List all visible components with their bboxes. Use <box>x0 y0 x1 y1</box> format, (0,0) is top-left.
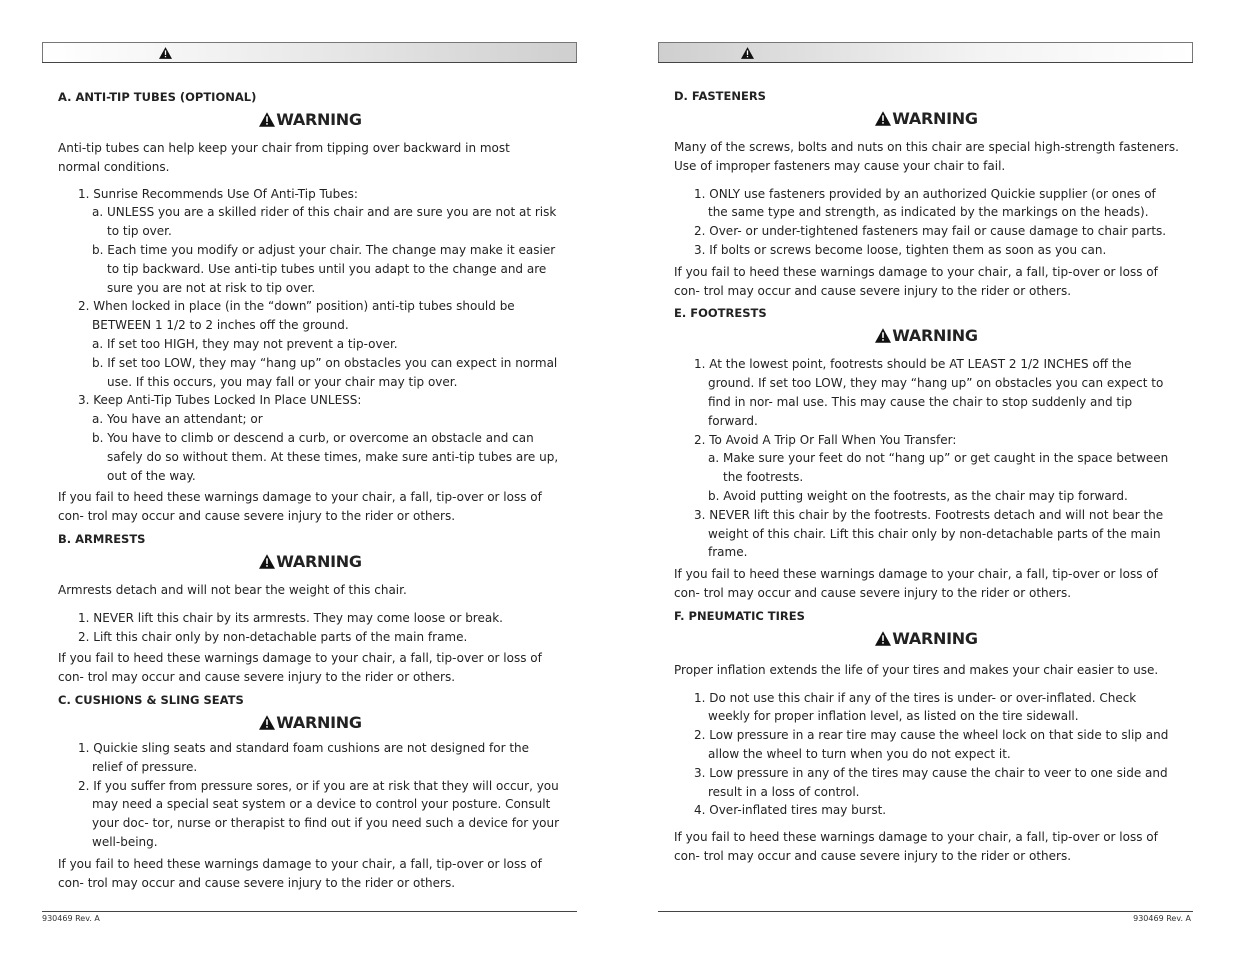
list-item: 2. If you suffer from pressure sores, or if you are at risk that they will occur, you may need a special seat system or a device to control your posture. Consult your doc- tor, nurse or therapist to find out if you need such a device for your well-being. <box>78 778 560 849</box>
section-title: C. CUSHIONS & SLING SEATS <box>58 692 244 707</box>
warning-triangle-icon <box>259 715 275 730</box>
list-item: 2. To Avoid A Trip Or Fall When You Transfer: <box>694 432 957 447</box>
warning-list <box>58 185 563 486</box>
document-code: 930469 Rev. A <box>1133 914 1191 923</box>
list-item: 1. ONLY use fasteners provided by an authorized Quickie supplier (or ones of the same type and strength, as indicated by the markings on the heads). <box>694 186 1156 220</box>
warning-list <box>58 609 563 647</box>
warning-triangle-icon <box>875 111 891 126</box>
warning-list <box>674 689 1179 821</box>
list-subitem: a. You have an attendant; or <box>92 412 263 427</box>
header-rule <box>42 62 577 63</box>
list-item: 1. Sunrise Recommends Use Of Anti-Tip Tubes: <box>78 186 358 201</box>
list-item: 1. Quickie sling seats and standard foam cushions are not designed for the relief of pressure. <box>78 740 530 774</box>
section-tail: If you fail to heed these warnings damage to your chair, a fall, tip-over or loss of con- trol may occur and cause severe injury to the rider or others. <box>674 264 1158 298</box>
footer-rule <box>658 911 1193 912</box>
list-item: 1. At the lowest point, footrests should be AT LEAST 2 1/2 INCHES off the ground. If set too LOW, they may “hang up” on obstacles you can expect to find in nor- mal use. This may cause the chair to stop suddenly and tip forward. <box>694 357 1164 428</box>
list-item: 1. NEVER lift this chair by its armrests. They may come loose or break. <box>78 610 503 625</box>
list-item: 1. Do not use this chair if any of the tires is under- or over-inflated. Check weekly for proper inflation level, as listed on the tire sidewall. <box>694 690 1137 724</box>
warning-heading <box>674 109 1179 129</box>
section-tail: If you fail to heed these warnings damage to your chair, a fall, tip-over or loss of con- trol may occur and cause severe injury to the rider or others. <box>58 651 542 685</box>
list-subitem: a. Make sure your feet do not “hang up” or get caught in the space between the footrests. <box>708 451 1169 485</box>
list-item: 2. Over- or under-tightened fasteners may fail or cause damage to chair parts. <box>694 224 1167 239</box>
list-subitem: a. If set too HIGH, they may not prevent a tip-over. <box>92 336 398 351</box>
section-title: A. ANTI-TIP TUBES (OPTIONAL) <box>58 90 257 104</box>
right-content <box>674 87 1179 870</box>
warning-label: WARNING <box>892 628 978 648</box>
warning-label: WARNING <box>276 712 362 732</box>
section-tail: If you fail to heed these warnings damage to your chair, a fall, tip-over or loss of con- trol may occur and cause severe injury to the rider or others. <box>674 830 1158 863</box>
warning-label: WARNING <box>276 110 362 129</box>
document-code: 930469 Rev. A <box>42 914 100 923</box>
left-page <box>42 0 577 954</box>
list-item: 4. Over-inflated tires may burst. <box>694 803 887 818</box>
section-title: E. FOOTRESTS <box>674 306 767 321</box>
warning-triangle-icon <box>259 554 275 569</box>
section-intro: Many of the screws, bolts and nuts on this chair are special high-strength fasteners. Use of improper fasteners may cause your chair to fail. <box>674 140 1179 173</box>
warning-triangle-icon <box>875 631 891 646</box>
warning-triangle-icon <box>259 112 275 127</box>
list-item: 2. When locked in place (in the “down” position) anti-tip tubes should be BETWEEN 1 1/2 to 2 inches off the ground. <box>78 299 515 333</box>
page-header-bar <box>658 42 1193 63</box>
warning-heading <box>58 713 563 733</box>
list-subitem: b. You have to climb or descend a curb, or overcome an obstacle and can safely do so without them. At these times, make sure anti-tip tubes are up, out of the way. <box>92 430 559 483</box>
intro-line: Anti-tip tubes can help keep your chair from tipping over backward in most <box>58 141 510 155</box>
warning-label: WARNING <box>892 109 978 128</box>
section-intro: Armrests detach and will not bear the weight of this chair. <box>58 582 407 597</box>
warning-heading <box>58 552 563 572</box>
page-header-bar <box>42 42 577 63</box>
section-title: F. PNEUMATIC TIRES <box>674 608 805 623</box>
warning-label: WARNING <box>892 326 978 346</box>
left-content <box>58 88 563 896</box>
warning-heading <box>58 110 563 130</box>
list-item: 2. Low pressure in a rear tire may cause the wheel lock on that side to slip and allow the wheel to turn when you do not expect it. <box>694 728 1169 761</box>
list-subitem: b. Each time you modify or adjust your chair. The change may make it easier to tip backward. Use anti-tip tubes until you adapt to the change and are sure you are not at risk to tip over. <box>92 242 556 295</box>
section-tail: If you fail to heed these warnings damage to your chair, a fall, tip-over or loss of con- trol may occur and cause severe injury to the rider or others. <box>58 490 542 524</box>
intro-line: normal conditions. <box>58 159 170 174</box>
section-intro <box>58 139 563 177</box>
list-item: 3. NEVER lift this chair by the footrests. Footrests detach and will not bear the weight of this chair. Lift this chair only by non-detachable parts of the main frame. <box>694 507 1164 560</box>
warning-list <box>674 185 1179 260</box>
warning-list <box>58 739 563 852</box>
section-intro: Proper inflation extends the life of your tires and makes your chair easier to use. <box>674 662 1159 677</box>
warning-triangle-icon <box>159 47 172 59</box>
section-tail: If you fail to heed these warnings damage to your chair, a fall, tip-over or loss of con- trol may occur and cause severe injury to the rider or others. <box>674 567 1158 600</box>
list-item: 3. Low pressure in any of the tires may cause the chair to veer to one side and result in a loss of control. <box>694 765 1168 799</box>
warning-heading <box>674 326 1179 346</box>
section-tail: If you fail to heed these warnings damage to your chair, a fall, tip-over or loss of con- trol may occur and cause severe injury to the rider or others. <box>58 856 542 890</box>
list-subitem: b. If set too LOW, they may “hang up” on obstacles you can expect in normal use. If this occurs, you may fall or your chair may tip over. <box>92 355 558 389</box>
list-item: 3. If bolts or screws become loose, tighten them as soon as you can. <box>694 242 1107 257</box>
section-title: B. ARMRESTS <box>58 531 146 546</box>
warning-triangle-icon <box>741 47 754 59</box>
section-title: D. FASTENERS <box>674 89 766 103</box>
list-subitem: b. Avoid putting weight on the footrests, as the chair may tip forward. <box>708 488 1128 503</box>
list-subitem: a. UNLESS you are a skilled rider of this chair and are sure you are not at risk to tip over. <box>92 205 557 239</box>
list-item: 2. Lift this chair only by non-detachable parts of the main frame. <box>78 629 468 644</box>
list-item: 3. Keep Anti-Tip Tubes Locked In Place UNLESS: <box>78 393 362 408</box>
warning-list <box>674 355 1179 562</box>
footer-rule <box>42 911 577 912</box>
header-rule <box>658 62 1193 63</box>
warning-label: WARNING <box>276 551 362 571</box>
right-page <box>658 0 1193 954</box>
warning-triangle-icon <box>875 328 891 343</box>
warning-heading <box>674 629 1179 649</box>
